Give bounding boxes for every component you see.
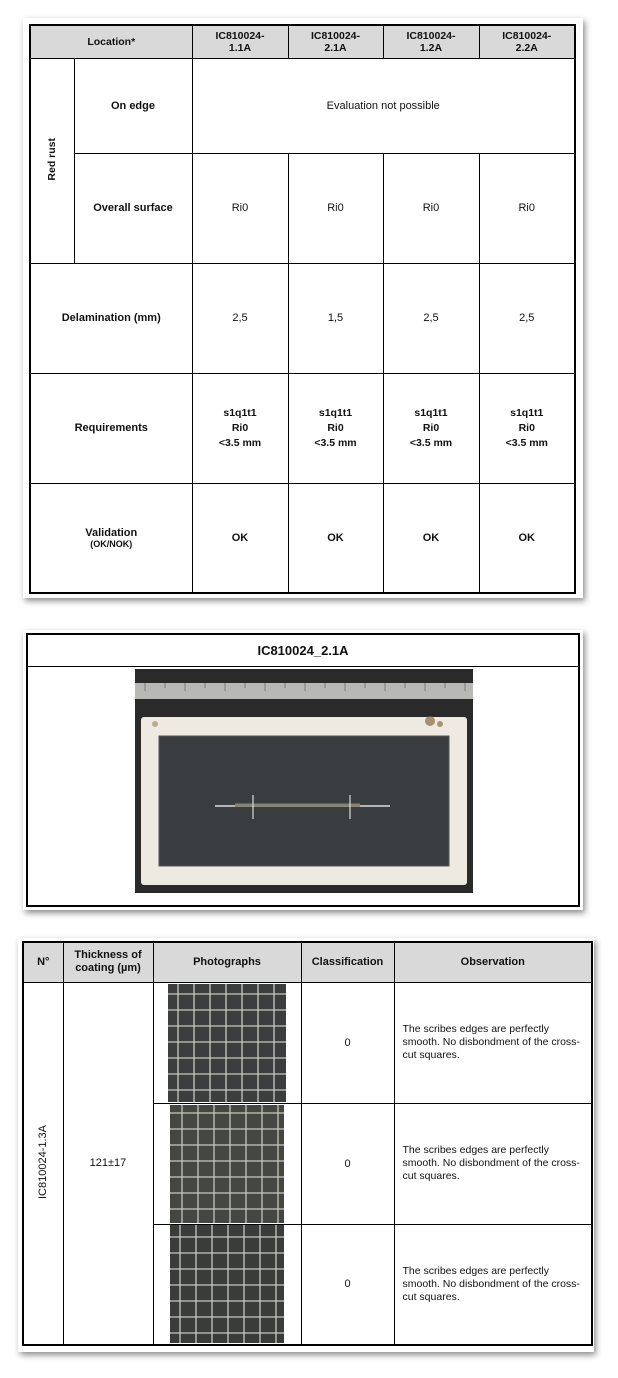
validation-value: OK	[479, 483, 575, 593]
crosscut-photo	[170, 1225, 284, 1343]
photographs-header: Photographs	[153, 942, 301, 982]
red-rust-label: Red rust	[46, 137, 59, 181]
requirements-value	[288, 373, 383, 483]
delamination-row	[30, 263, 575, 373]
overall-surface-value: Ri0	[479, 153, 575, 263]
on-edge-row	[30, 58, 575, 153]
sample-header: IC810024- 1.1A	[192, 25, 288, 58]
thickness-header: Thickness of coating (µm)	[63, 942, 153, 982]
req-line: s1q1t1	[414, 406, 448, 419]
observation-text: The scribes edges are perfectly smooth. No disbondment of the cross-cut squares.	[394, 1103, 592, 1224]
validation-label-cell	[30, 483, 192, 593]
req-line: Ri0	[327, 421, 344, 434]
sample-id: IC810024-1.3A	[37, 1124, 50, 1199]
sample-photo-frame	[26, 633, 580, 907]
req-line: s1q1t1	[223, 406, 257, 419]
crosscut-photo	[168, 984, 286, 1102]
req-line: Ri0	[518, 421, 535, 434]
delamination-value: 2,5	[383, 263, 479, 373]
results-table-panel	[23, 18, 583, 598]
overall-surface-row	[30, 153, 575, 263]
observation-text: The scribes edges are perfectly smooth. No disbondment of the cross-cut squares.	[394, 1224, 592, 1345]
observation-text: The scribes edges are perfectly smooth. No disbondment of the cross-cut squares.	[394, 982, 592, 1103]
validation-sublabel: (OK/NOK)	[90, 538, 133, 549]
validation-value: OK	[383, 483, 479, 593]
header-row	[23, 942, 592, 982]
sample-photo-panel	[23, 630, 583, 910]
delamination-value: 2,5	[192, 263, 288, 373]
req-line: Ri0	[422, 421, 440, 434]
classification-value: 0	[301, 1224, 394, 1345]
on-edge-label: On edge	[74, 58, 192, 153]
sample-header: IC810024- 2.2A	[479, 25, 575, 58]
red-rust-cell	[30, 58, 74, 263]
requirements-value	[479, 373, 575, 483]
overall-surface-value: Ri0	[192, 153, 288, 263]
crosscut-table	[22, 941, 593, 1346]
delamination-value: 1,5	[288, 263, 383, 373]
requirements-label: Requirements	[30, 373, 192, 483]
n-header: N°	[23, 942, 63, 982]
req-line: <3.5 mm	[314, 436, 357, 449]
table-row	[23, 982, 592, 1103]
req-line: <3.5 mm	[409, 436, 453, 449]
overall-surface-label: Overall surface	[74, 153, 192, 263]
validation-label: Validation	[85, 526, 138, 539]
req-line: <3.5 mm	[505, 436, 548, 449]
header-row	[30, 25, 575, 58]
req-line: Ri0	[231, 421, 249, 434]
crosscut-photo-cell	[153, 1224, 301, 1345]
overall-surface-value: Ri0	[383, 153, 479, 263]
crosscut-photo-cell	[153, 982, 301, 1103]
overall-surface-value: Ri0	[288, 153, 383, 263]
crosscut-photo-cell	[153, 1103, 301, 1224]
results-table	[29, 24, 576, 594]
req-line: s1q1t1	[318, 406, 353, 419]
sample-photo-title: IC810024_2.1A	[28, 635, 578, 667]
coated-panel	[159, 736, 449, 866]
test-panel-photo	[135, 669, 473, 893]
location-header: Location*	[30, 25, 192, 58]
req-line: s1q1t1	[510, 406, 544, 419]
crosscut-table-panel	[18, 938, 594, 1352]
on-edge-value: Evaluation not possible	[192, 58, 575, 153]
delamination-value: 2,5	[479, 263, 575, 373]
requirements-value	[192, 373, 288, 483]
sample-header: IC810024- 1.2A	[383, 25, 479, 58]
delamination-label: Delamination (mm)	[30, 263, 192, 373]
ruler	[135, 683, 473, 699]
requirements-row	[30, 373, 575, 483]
sample-id-cell	[23, 982, 63, 1345]
sample-header: IC810024- 2.1A	[288, 25, 383, 58]
thickness-value: 121±17	[63, 982, 153, 1345]
classification-value: 0	[301, 982, 394, 1103]
classification-header: Classification	[301, 942, 394, 982]
crosscut-photo	[170, 1105, 284, 1223]
validation-row	[30, 483, 575, 593]
observation-header: Observation	[394, 942, 592, 982]
validation-value: OK	[288, 483, 383, 593]
validation-value: OK	[192, 483, 288, 593]
classification-value: 0	[301, 1103, 394, 1224]
requirements-value	[383, 373, 479, 483]
req-line: <3.5 mm	[218, 436, 262, 449]
